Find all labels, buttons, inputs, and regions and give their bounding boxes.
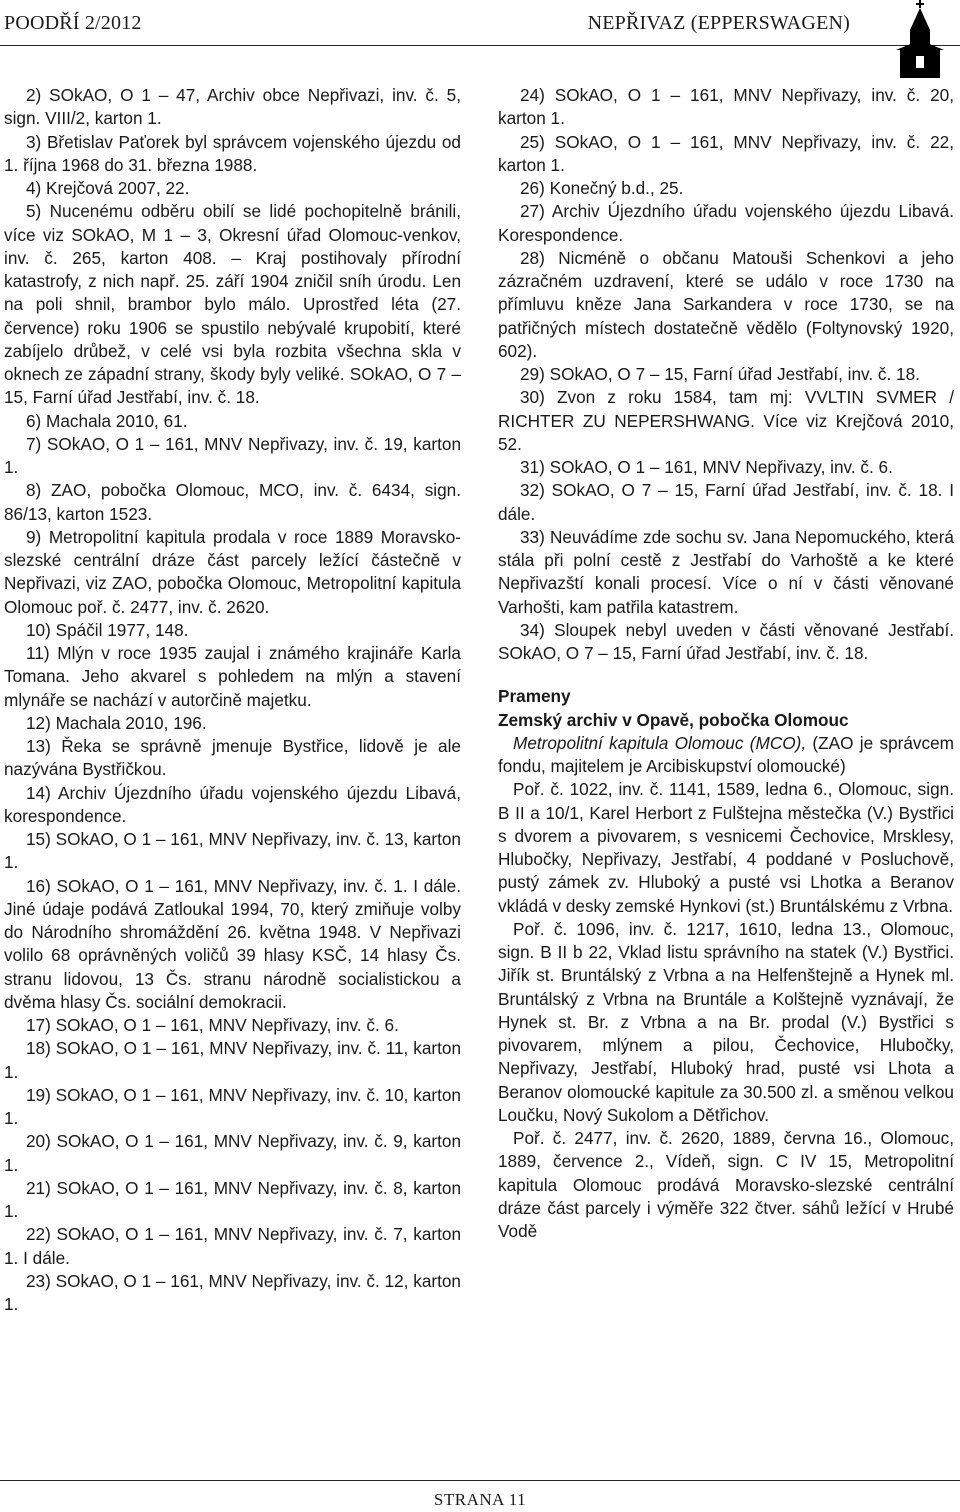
sources-heading: Prameny <box>498 686 571 707</box>
fund-intro <box>498 732 954 779</box>
footnote: 23) SOkAO, O 1 – 161, MNV Nepřivazy, inv. č. 12, karton 1. <box>4 1270 461 1314</box>
footnote: 28) Nicméně o občanu Matouši Schenkovi a jeho zázračném uzdravení, které se událo v roce 1730 na přímluvu kněze Jana Sarkandera v roce 1730, se na patřičných místech dostatečně vědělo (Foltynovský 1920, 602). <box>498 247 954 361</box>
footnote: 25) SOkAO, O 1 – 161, MNV Nepřivazy, inv. č. 22, karton 1. <box>498 131 954 175</box>
header-rule <box>0 45 960 46</box>
right-column <box>498 84 954 1243</box>
footnote: 11) Mlýn v roce 1935 zaujal i známého krajináře Karla Tomana. Jeho akvarel s pohledem na mlýn a stavení mlynáře se nachází v autorčině majetku. <box>4 643 461 710</box>
footnote: 2) SOkAO, O 1 – 47, Archiv obce Nepřivazi, inv. č. 5, sign. VIII/2, karton 1. <box>4 85 461 129</box>
footnote: 30) Zvon z roku 1584, tam mj: VVLTIN SVMER / RICHTER ZU NEPERSHWANG. Více viz Krejčová 2010, 52. <box>498 387 954 454</box>
journal-issue: POODŘÍ 2/2012 <box>4 12 142 34</box>
footnote: 29) SOkAO, O 7 – 15, Farní úřad Jestřabí, inv. č. 18. <box>520 364 920 384</box>
footnote: 9) Metropolitní kapitula prodala v roce 1889 Moravsko-slezské centrální dráze část parcely ležící částečně v Nepřivazi, viz ZAO, pobočka Olomouc, Metropolitní kapitula Olomouc poř. č. 2477, inv. č. 2620. <box>4 526 461 617</box>
page-number: STRANA 11 <box>433 1490 527 1509</box>
footnote: 14) Archiv Újezdního úřadu vojenského újezdu Libavá, korespondence. <box>4 782 461 826</box>
source-entry: Poř. č. 1022, inv. č. 1141, 1589, ledna 6., Olomouc, sign. B II a 10/1, Karel Herbort z Fulštejna městečka (V.) Bystřici s dvorem a pivovarem, s vesnicemi Čechovice, Mrsklesy, Hlubočky, Nepřivazy, Jestřabí, 4 poddané v Posluchově, pustý zámek zv. Hluboký a pusté vsi Lhotka a Beranov vkládá v desky zemské Hynkovi (st.) Bruntálskému z Vrbna. <box>498 779 954 916</box>
footnote: 4) Krejčová 2007, 22. <box>26 178 190 198</box>
footnote: 7) SOkAO, O 1 – 161, MNV Nepřivazy, inv. č. 19, karton 1. <box>4 433 461 477</box>
footnote: 17) SOkAO, O 1 – 161, MNV Nepřivazy, inv. č. 6. <box>26 1015 399 1035</box>
footnote: 26) Konečný b.d., 25. <box>520 178 684 198</box>
archive-heading: Zemský archiv v Opavě, pobočka Olomouc <box>498 709 849 730</box>
footnote: 21) SOkAO, O 1 – 161, MNV Nepřivazy, inv. č. 8, karton 1. <box>4 1177 461 1221</box>
left-column-footnotes <box>4 84 461 1316</box>
footnote: 27) Archiv Újezdního úřadu vojenského újezdu Libavá. Korespondence. <box>498 201 954 245</box>
footnote: 19) SOkAO, O 1 – 161, MNV Nepřivazy, inv. č. 10, karton 1. <box>4 1084 461 1128</box>
fund-name: Metropolitní kapitula Olomouc (MCO), <box>513 732 807 753</box>
page-header <box>0 0 960 50</box>
footnote: 10) Spáčil 1977, 148. <box>26 619 189 640</box>
footer-rule <box>0 1480 960 1481</box>
footnote: 12) Machala 2010, 196. <box>26 712 207 733</box>
footnote: 31) SOkAO, O 1 – 161, MNV Nepřivazy, inv. č. 6. <box>520 457 893 477</box>
footnote: 20) SOkAO, O 1 – 161, MNV Nepřivazy, inv. č. 9, karton 1. <box>4 1131 461 1175</box>
footnote: 5) Nucenému odběru obilí se lidé pochopitelně bránili, více viz SOkAO, M 1 – 3, Okresní úřad Olomouc-venkov, inv. č. 265, karton 408. – Kraj postihovaly přírodní katastrofy, z nich např. 25. září 1904 zničil sníh úrodu. Len na poli shnil, brambor bylo málo. Uprostřed léta (27. července) roku 1906 se spustilo nebývalé krupobití, které zabíjelo drůbež, v celé vsi byla rozbita všechna skla v oknech ze západní strany, škody byly veliké. SOkAO, O 7 – 15, Farní úřad Jestřabí, inv. č. 18. <box>4 201 461 408</box>
article-title: NEPŘIVAZ (EPPERSWAGEN) <box>587 12 850 34</box>
fund-note: (ZAO je správcem fondu, majitelem je Arcibiskupství olomoucké) <box>498 732 954 776</box>
footnote: 13) Řeka se správně jmenuje Bystřice, lidově je ale nazývána Bystřičkou. <box>4 736 461 780</box>
footnote: 33) Neuvádíme zde sochu sv. Jana Nepomuckého, která stála při polní cestě z Jestřabí do Varhoště a ke které Nepřivazští konali procesí. Více o ní v části věnované Varhošti, kam patřila katastrem. <box>498 526 954 617</box>
church-icon <box>892 0 948 78</box>
footnote: 3) Břetislav Paťorek byl správcem vojenského újezdu od 1. října 1968 do 31. března 1988. <box>4 131 461 175</box>
footnote: 18) SOkAO, O 1 – 161, MNV Nepřivazy, inv. č. 11, karton 1. <box>4 1038 461 1082</box>
source-entry: Poř. č. 1096, inv. č. 1217, 1610, ledna 13., Olomouc, sign. B II b 22, Vklad listu správního na statek (V.) Bystřici. Jiřík st. Bruntálský z Vrbna a na Helfenštejně a Hynek ml. Bruntálský z Vrbna na Bruntále a Kolštejně vyznávají, že Hynek st. Br. z Vrbna a na Br. prodal (V.) Bystřici s pivovarem, mlýnem a pilou, Čechovice, Hlubočky, Nepřivazy, Jestřabí, Hluboký hrad, pusté vsi Lhota a Beranov olomoucké kapitule za 30.500 zl. a směnou velkou Loučku, Nový Sukolom a Dětřichov. <box>498 918 954 1125</box>
footnote: 15) SOkAO, O 1 – 161, MNV Nepřivazy, inv. č. 13, karton 1. <box>4 829 461 873</box>
source-entry: Poř. č. 2477, inv. č. 2620, 1889, června 16., Olomouc, 1889, července 2., Vídeň, sign. C IV 15, Metropolitní kapitula Olomouc prodává Moravsko-slezské centrální dráze část parcely i výměře 322 čtver. sáhů ležící v Hrubé Vodě <box>498 1128 954 1241</box>
footnote: 34) Sloupek nebyl uveden v části věnované Jestřabí. SOkAO, O 7 – 15, Farní úřad Jestřabí, inv. č. 18. <box>498 619 954 663</box>
footnote: 16) SOkAO, O 1 – 161, MNV Nepřivazy, inv. č. 1. I dále. Jiné údaje podává Zatloukal 1994, 70, který zmiňuje volby do Národního shromáždění 26. května 1948. V Nepřivazi volilo 68 oprávněných voličů 39 hlasy KSČ, 14 hlasy Čs. stranu lidovou, 13 Čs. stranu národně socialistickou a dvěma hlasy Čs. sociální demokracii. <box>4 875 461 1012</box>
footnote: 32) SOkAO, O 7 – 15, Farní úřad Jestřabí, inv. č. 18. I dále. <box>498 480 954 524</box>
footnote: 24) SOkAO, O 1 – 161, MNV Nepřivazy, inv. č. 20, karton 1. <box>498 85 954 129</box>
footnote: 22) SOkAO, O 1 – 161, MNV Nepřivazy, inv. č. 7, karton 1. I dále. <box>4 1224 461 1268</box>
footnote: 6) Machala 2010, 61. <box>26 410 188 431</box>
footnote: 8) ZAO, pobočka Olomouc, MCO, inv. č. 6434, sign. 86/13, karton 1523. <box>4 480 461 524</box>
